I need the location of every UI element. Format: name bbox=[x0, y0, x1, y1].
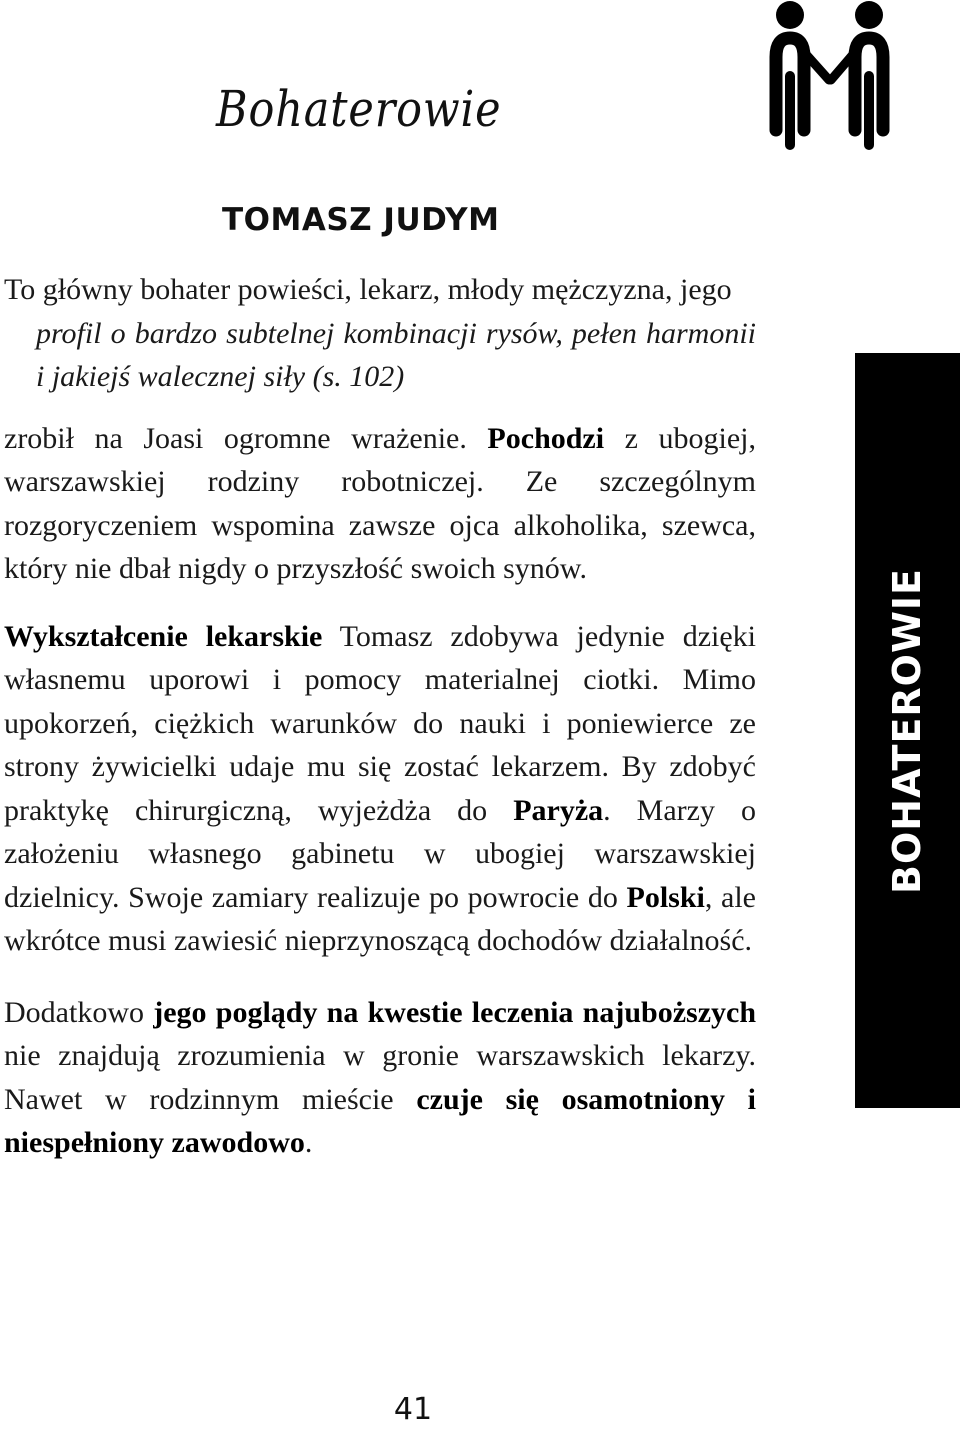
character-name-heading: TOMASZ JUDYM bbox=[222, 202, 500, 238]
intro-paragraph: To główny bohater powieści, lekarz, młody mężczyzna, jego bbox=[4, 273, 732, 306]
chapter-side-tab bbox=[855, 353, 960, 1108]
section-title: Bohaterowie bbox=[216, 80, 502, 138]
quote-reference: (s. 102) bbox=[305, 360, 405, 393]
quote-paragraph bbox=[4, 312, 756, 399]
two-people-holding-hands-icon bbox=[768, 0, 892, 152]
main-text bbox=[4, 268, 756, 1165]
quote-text: profil o bardzo subtelnej kombinacji rysów, pełen harmonii i jakiejś walecznej siły bbox=[36, 316, 756, 393]
views-paragraph: Dodatkowo jego poglądy na kwestie leczenia najuboższych nie znajdują zrozumienia w gronie warszawskich lekarzy. Nawet w rodzinnym mieście czuje się osamotniony i niespełniony zawodowo. bbox=[4, 995, 757, 1159]
education-paragraph: Wykształcenie lekarskie Tomasz zdobywa jedynie dzięki własnemu uporowi i pomocy materialnej ciotki. Mimo upokorzeń, ciężkich warunków do nauki i poniewierce ze strony żywicielki udaje mu się zostać lekarzem. By zdobyć praktykę chirurgiczną, wyjeżdża do Paryża. Marzy o założeniu własnego gabinetu w ubogiej warszawskiej dzielnicy. Swoje zamiary realizuje po powrocie do Polski, ale wkrótce musi zawiesić nieprzynoszącą dochodów działalność. bbox=[4, 619, 757, 957]
chapter-side-tab-label: BOHATEROWIE bbox=[885, 568, 929, 894]
page-number: 41 bbox=[393, 1392, 433, 1427]
origin-paragraph: zrobił na Joasi ogromne wrażenie. Pochodzi z ubogiej, warszawskiej rodziny robotniczej. Ze szczególnym rozgoryczeniem wspomina zawsze ojca alkoholika, szewca, który nie dbał nigdy o przyszłość swoich synów. bbox=[4, 421, 756, 585]
